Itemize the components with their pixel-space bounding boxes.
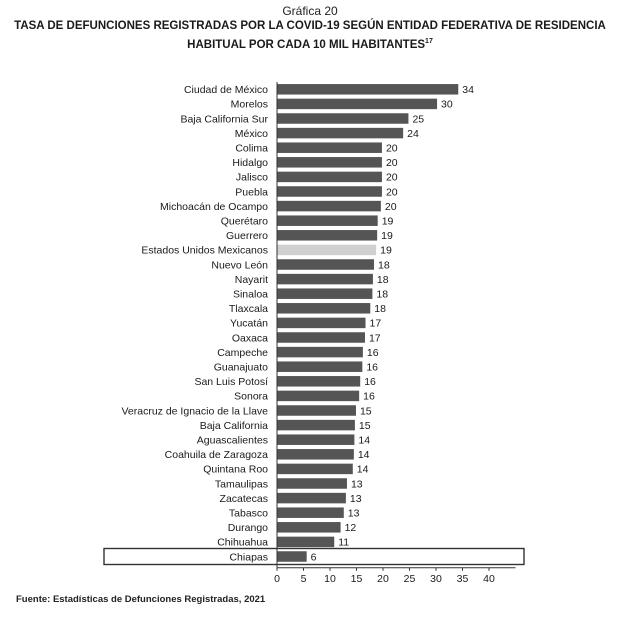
x-tick-label: 30 (430, 572, 442, 585)
bar (277, 551, 307, 562)
x-tick-label: 15 (350, 572, 363, 585)
value-label: 18 (377, 259, 390, 272)
category-label: Baja California (199, 419, 268, 432)
bar (277, 449, 354, 460)
x-tick-label: 5 (300, 572, 307, 585)
bar (277, 201, 381, 212)
x-tick-label: 0 (274, 572, 280, 585)
category-label: Ciudad de México (183, 84, 268, 97)
category-label: San Luis Potosí (194, 376, 268, 389)
category-label: Morelos (230, 98, 268, 111)
value-label: 18 (374, 303, 386, 316)
category-label: Sonora (234, 390, 268, 403)
value-label: 16 (366, 346, 379, 359)
category-label: Tabasco (228, 507, 268, 520)
category-label: Baja California Sur (180, 113, 268, 126)
chart-title-text: TASA DE DEFUNCIONES REGISTRADAS POR LA COVID-19 SEGÚN ENTIDAD FEDERATIVA DE RESIDENCIA HABITUAL POR CADA 10 MIL HABITANTES (14, 20, 606, 51)
value-label: 20 (385, 171, 398, 184)
bar (277, 99, 437, 110)
category-label: Tlaxcala (228, 303, 268, 316)
category-label: Hidalgo (232, 157, 268, 170)
value-label: 25 (412, 113, 425, 126)
value-label: 20 (384, 200, 397, 213)
value-label: 14 (356, 463, 369, 476)
bar (277, 347, 363, 358)
category-label: Veracruz de Ignacio de la Llave (121, 405, 268, 418)
value-label: 30 (441, 98, 453, 111)
value-label: 20 (385, 157, 398, 170)
bar (277, 230, 377, 241)
value-label: 13 (350, 478, 363, 491)
category-label: Querétaro (220, 215, 268, 228)
national-bar (277, 245, 376, 256)
source-note: Fuente: Estadísticas de Defunciones Registradas, 2021 (16, 594, 266, 605)
bar (277, 376, 360, 387)
category-label: Durango (227, 522, 268, 535)
bar (277, 507, 344, 518)
value-label: 14 (358, 434, 371, 447)
value-label: 18 (376, 273, 389, 286)
category-label: Zacatecas (219, 492, 268, 505)
value-label: 19 (381, 215, 394, 228)
bar (277, 157, 382, 168)
value-label: 20 (385, 142, 398, 155)
category-label: México (234, 127, 268, 140)
bar (277, 172, 382, 183)
category-label: Aguascalientes (196, 434, 268, 447)
category-label: Guanajuato (213, 361, 268, 374)
bar (277, 274, 373, 285)
bar (277, 478, 347, 489)
bar (277, 420, 355, 431)
category-label: Quintana Roo (203, 463, 268, 476)
bar (277, 405, 356, 416)
chart-supertitle: Gráfica 20 (282, 4, 338, 18)
x-tick-label: 10 (324, 572, 336, 585)
bar (277, 361, 362, 372)
bar (277, 318, 366, 329)
value-label: 18 (376, 288, 389, 301)
category-label: Colima (235, 142, 268, 155)
value-label: 15 (358, 419, 371, 432)
value-label: 6 (310, 551, 317, 564)
category-label: Sinaloa (232, 288, 268, 301)
value-label: 16 (366, 361, 379, 374)
value-label: 13 (349, 492, 362, 505)
bar (277, 493, 346, 504)
value-label: 24 (407, 127, 419, 140)
category-label: Yucatán (230, 317, 268, 330)
category-label: Tamaulipas (214, 478, 268, 491)
bar (277, 84, 458, 95)
value-label: 19 (381, 230, 393, 243)
value-label: 14 (357, 449, 370, 462)
bar (277, 186, 382, 197)
value-label: 15 (359, 405, 372, 418)
value-label: 17 (368, 332, 381, 345)
category-label: Michoacán de Ocampo (160, 200, 268, 213)
value-label: 17 (369, 317, 382, 330)
bar (277, 113, 408, 124)
bar (277, 332, 365, 343)
bar (277, 303, 370, 314)
bar (277, 434, 354, 445)
x-tick-label: 40 (483, 572, 495, 585)
value-label: 13 (347, 507, 360, 520)
x-tick-label: 35 (456, 572, 469, 585)
value-label: 20 (385, 186, 398, 199)
bar (277, 464, 353, 475)
category-label: Jalisco (235, 171, 268, 184)
value-label: 11 (338, 536, 350, 549)
title-footnote-marker: 17 (425, 38, 433, 45)
category-label: Chiapas (229, 551, 268, 564)
value-label: 16 (364, 376, 376, 389)
bar (277, 259, 374, 270)
category-label: Coahuila de Zaragoza (164, 449, 268, 462)
category-label: Nayarit (234, 273, 268, 286)
value-label: 16 (363, 390, 375, 403)
category-label: Estados Unidos Mexicanos (141, 244, 268, 257)
bar (277, 288, 372, 299)
value-label: 12 (344, 522, 357, 535)
bar (277, 391, 359, 402)
category-label: Nuevo León (211, 259, 268, 272)
bar (277, 537, 334, 548)
bar (277, 142, 382, 153)
bar (277, 128, 403, 139)
value-label: 19 (380, 244, 392, 257)
category-label: Campeche (217, 346, 268, 359)
bar (277, 522, 341, 533)
category-label: Oaxaca (231, 332, 268, 345)
category-label: Guerrero (225, 230, 268, 243)
category-label: Puebla (235, 186, 268, 199)
x-tick-label: 25 (403, 572, 416, 585)
x-tick-label: 20 (377, 572, 389, 585)
value-label: 34 (462, 84, 474, 97)
bar (277, 215, 378, 226)
category-label: Chihuahua (217, 536, 268, 549)
